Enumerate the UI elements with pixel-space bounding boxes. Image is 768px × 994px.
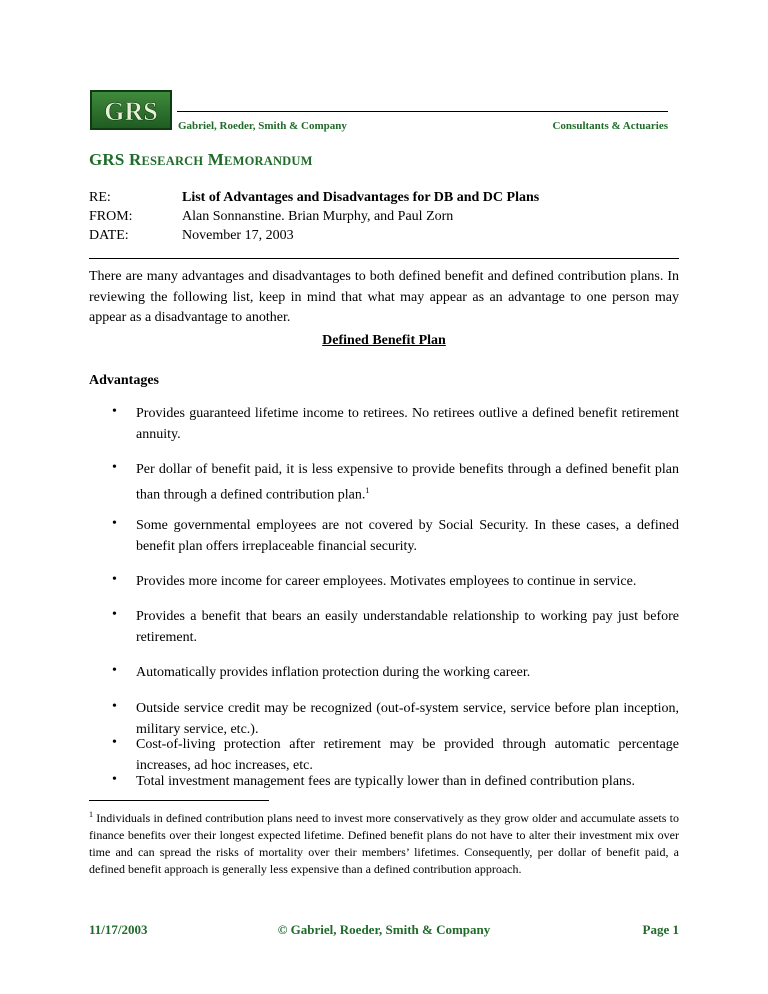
re-label: RE: bbox=[89, 190, 111, 205]
company-name: Gabriel, Roeder, Smith & Company bbox=[178, 120, 347, 132]
bullet-icon: • bbox=[112, 772, 117, 787]
from-value: Alan Sonnanstine. Brian Murphy, and Paul Zorn bbox=[182, 209, 454, 224]
list-item: Provides more income for career employees. Motivates employees to continue in service. bbox=[136, 574, 637, 589]
svg-text:GRS: GRS bbox=[104, 97, 158, 126]
memo-title: GRS RESEARCH MEMORANDUM bbox=[89, 150, 313, 169]
footer-copyright: © Gabriel, Roeder, Smith & Company bbox=[277, 922, 491, 937]
page-number: Page 1 bbox=[642, 922, 679, 937]
list-item: Total investment management fees are typically lower than in defined contribution plans. bbox=[136, 774, 635, 789]
date-label: DATE: bbox=[89, 228, 129, 243]
bullet-icon: • bbox=[112, 699, 117, 714]
bullet-icon: • bbox=[112, 404, 117, 419]
footer-date: 11/17/2003 bbox=[89, 922, 148, 937]
header-rule bbox=[177, 111, 668, 112]
company-tagline: Consultants & Actuaries bbox=[552, 120, 668, 132]
list-item: Automatically provides inflation protection during the working career. bbox=[136, 665, 531, 680]
footnote: $^1$ Individuals in defined contribution plans need to invest more conservatively as they grow older and accumulate assets to finance benefits over their longest expected lifetime. Defined benefit plans do not have to alter their investment mix over time and can spread the risks of mortality over their members’ lifetimes. Consequently, per dollar of benefit paid, a defined benefit approach is generally less expensive than a defined contribution approach. bbox=[89, 810, 680, 876]
bullet-icon: • bbox=[112, 607, 117, 622]
bullet-icon: • bbox=[112, 735, 117, 750]
intro-paragraph: There are many advantages and disadvantages to both defined benefit and defined contribution plans. In reviewing the following list, keep in mind that what may appear as an advantage to one person may appear as a disadvantage to another. bbox=[89, 269, 679, 325]
grs-logo-mark bbox=[93, 93, 169, 127]
list-item: Provides guaranteed lifetime income to retirees. No retirees outlive a defined benefit retirement annuity. bbox=[136, 406, 679, 442]
list-item: Per dollar of benefit paid, it is less expensive to provide benefits through a defined benefit plan than through a defined contribution plan.$^1$ bbox=[136, 462, 679, 503]
date-value: November 17, 2003 bbox=[182, 228, 294, 243]
from-label: FROM: bbox=[89, 209, 133, 224]
advantages-heading: Advantages bbox=[89, 373, 160, 388]
footnote-ref: 1 bbox=[365, 485, 370, 495]
grs-logo bbox=[90, 90, 172, 130]
bullet-icon: • bbox=[112, 663, 117, 678]
list-item: Some governmental employees are not covered by Social Security. In these cases, a defined benefit plan offers irreplaceable financial security. bbox=[136, 518, 679, 554]
bullet-icon: • bbox=[112, 572, 117, 587]
re-value: List of Advantages and Disadvantages for DB and DC Plans bbox=[182, 190, 540, 205]
section-title: Defined Benefit Plan bbox=[322, 333, 446, 348]
bullet-icon: • bbox=[112, 460, 117, 475]
footnote-number: 1 bbox=[89, 810, 93, 819]
footnote-rule bbox=[89, 800, 269, 801]
bullet-icon: • bbox=[112, 516, 117, 531]
list-item: Provides a benefit that bears an easily understandable relationship to working pay just before retirement. bbox=[136, 609, 679, 645]
header-divider bbox=[89, 258, 679, 259]
list-item: Cost-of-living protection after retirement may be provided through automatic percentage increases, ad hoc increases, etc. bbox=[136, 737, 679, 773]
list-item: Outside service credit may be recognized (out-of-system service, service before plan inception, military service, etc.). bbox=[136, 701, 679, 737]
